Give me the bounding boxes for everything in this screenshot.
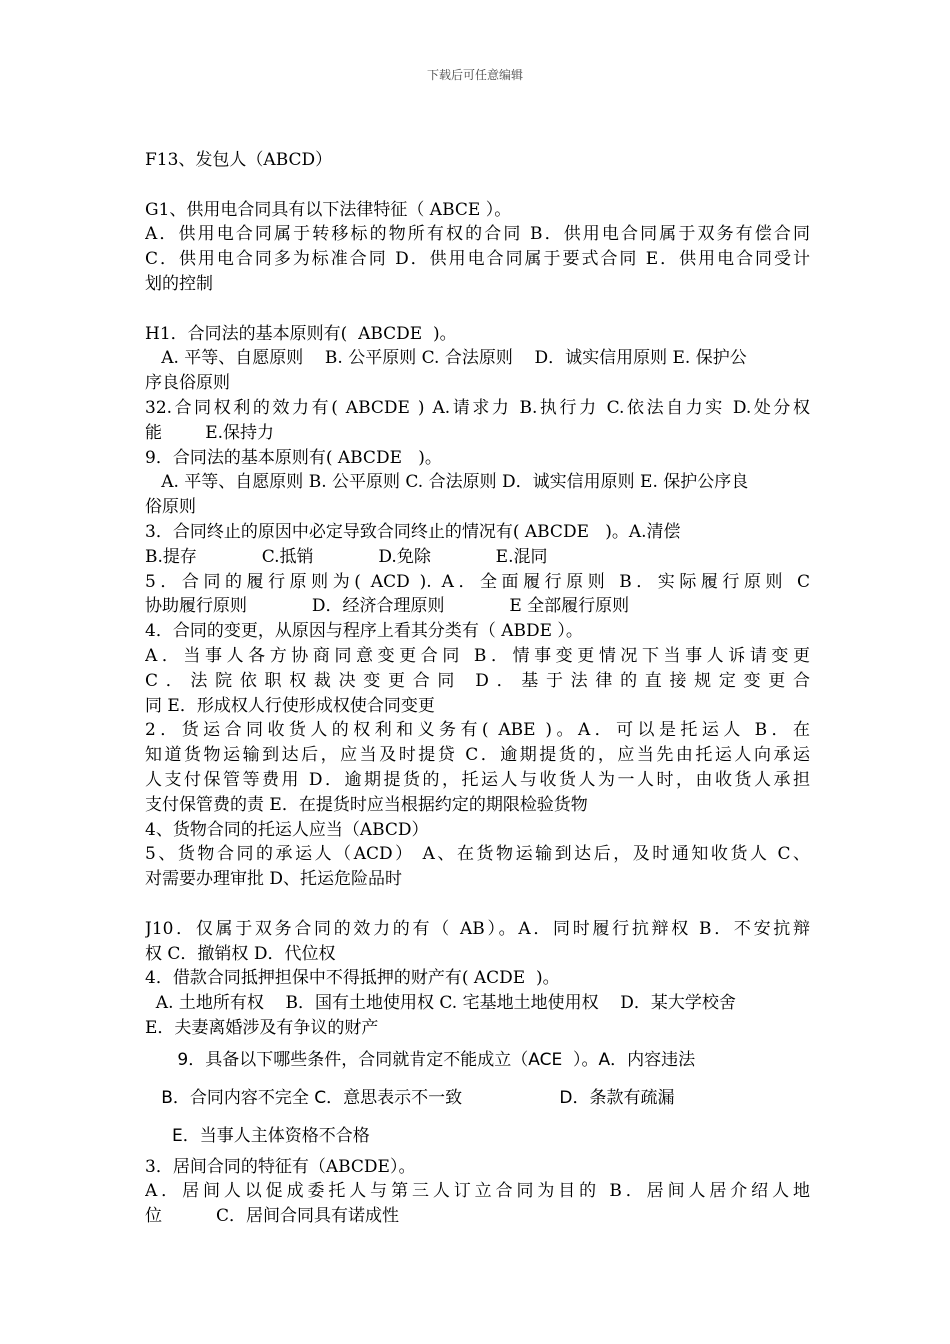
text-line-q3b-q: 3．居间合同的特征有（ABCDE）。 (145, 1156, 416, 1177)
text-line-q5b-a: 5、货物合同的承运人（ACD） A、在货物运输到达后，及时通知收货人 C、 (145, 844, 810, 865)
text-line-g1-a: A．供用电合同属于转移标的物所有权的合同 B．供用电合同属于双务有偿合同 (145, 224, 810, 245)
text-line-blank2 (145, 297, 810, 322)
text-line-blank3 (145, 892, 810, 917)
text-line-q3-a: 3．合同终止的原因中必定导致合同终止的情况有( ABCDE )。A.清偿 (145, 521, 681, 542)
text-line-blank1 (145, 173, 810, 198)
text-line-q9b-c: E．当事人主体资格不合格 (145, 1125, 370, 1146)
text-line-q4c-a: A. 土地所有权 B．国有土地使用权 C. 宅基地土地使用权 D．某大学校舍 (145, 993, 736, 1014)
text-line-q3b-a: A．居间人以促成委托人与第三人订立合同为目的 B．居间人居介绍人地 (145, 1181, 810, 1202)
text-line-q5-a: 5．合同的履行原则为( ACD ). A．全面履行原则 B．实际履行原则 C (145, 571, 810, 592)
text-line-q2-d: 支付保管费的责 E．在提货时应当根据约定的期限检验货物 (145, 794, 588, 815)
text-line-q9-b: 俗原则 (145, 497, 196, 518)
text-line-q4c-b: E．夫妻离婚涉及有争议的财产 (145, 1017, 379, 1038)
text-line-q4-q: 4．合同的变更，从原因与程序上看其分类有（ ABDE ）。 (145, 621, 583, 642)
text-line-q2-a: 2．货运合同收货人的权利和义务有( ABE )。A．可以是托运人 B．在 (145, 720, 810, 741)
text-line-q4-a: A．当事人各方协商同意变更合同 B．情事变更情况下当事人诉请变更 (145, 645, 810, 666)
text-line-q3-b: B.提存 C.抵销 D.免除 E.混同 (145, 546, 548, 567)
text-line-q32-a: 32.合同权利的效力有( ABCDE ) A.请求力 B.执行力 C.依法自力实 D.处分权 (145, 397, 810, 418)
text-line-q4c-q: 4．借款合同抵押担保中不得抵押的财产有( ACDE )。 (145, 968, 560, 989)
text-line-q2-b: 知道货物运输到达后，应当及时提贷 C．逾期提货的，应当先由托运人向承运 (145, 745, 810, 766)
page-header: 下载后可任意编辑 (426, 68, 523, 82)
text-line-q4-b: C．法院依职权裁决变更合同 D．基于法律的直接规定变更合 (145, 670, 810, 691)
text-line-q5b-b: 对需要办理审批 D、托运危险品时 (145, 869, 403, 890)
text-line-h1-a: A. 平等、自愿原则 B. 公平原则 C. 合法原则 D．诚实信用原则 E. 保护公 (145, 348, 747, 369)
text-line-g1-q: G1、供用电合同具有以下法律特征（ ABCE ）。 (145, 199, 512, 220)
text-line-j10-a: J10．仅属于双务合同的效力的有（ AB）。A．同时履行抗辩权 B．不安抗辩 (145, 918, 810, 939)
text-line-q32-b: 能 E.保持力 (145, 422, 275, 443)
text-line-f13: F13、发包人（ABCD） (145, 150, 333, 170)
text-line-q5-b: 协助履行原则 D．经济合理原则 E 全部履行原则 (145, 596, 630, 617)
text-line-j10-b: 权 C．撤销权 D．代位权 (145, 943, 336, 964)
text-line-q4-c: 同 E．形成权人行使形成权使合同变更 (145, 695, 435, 716)
document-body (145, 148, 810, 1229)
text-line-q9b-a: 9．具备以下哪些条件，合同就肯定不能成立（ACE ）。A．内容违法 (145, 1049, 696, 1070)
text-line-q9-q: 9．合同法的基本原则有( ABCDE )。 (145, 447, 442, 468)
text-line-h1-q: H1．合同法的基本原则有( ABCDE )。 (145, 323, 457, 344)
text-line-q9b-b: B．合同内容不完全 C．意思表示不一致 D．条款有疏漏 (145, 1087, 675, 1108)
text-line-q9-a: A. 平等、自愿原则 B. 公平原则 C. 合法原则 D．诚实信用原则 E. 保护公序良 (145, 472, 749, 493)
text-line-q2-c: 人支付保管等费用 D．逾期提货的，托运人与收货人为一人时，由收货人承担 (145, 769, 810, 790)
text-line-g1-c: 划的控制 (145, 273, 213, 294)
text-line-q4b: 4、货物合同的托运人应当（ABCD） (145, 819, 429, 840)
text-line-q3b-b: 位 C．居间合同具有诺成性 (145, 1206, 400, 1227)
text-line-h1-b: 序良俗原则 (145, 373, 230, 394)
text-line-g1-b: C．供用电合同多为标准合同 D．供用电合同属于要式合同 E．供用电合同受计 (145, 249, 810, 270)
